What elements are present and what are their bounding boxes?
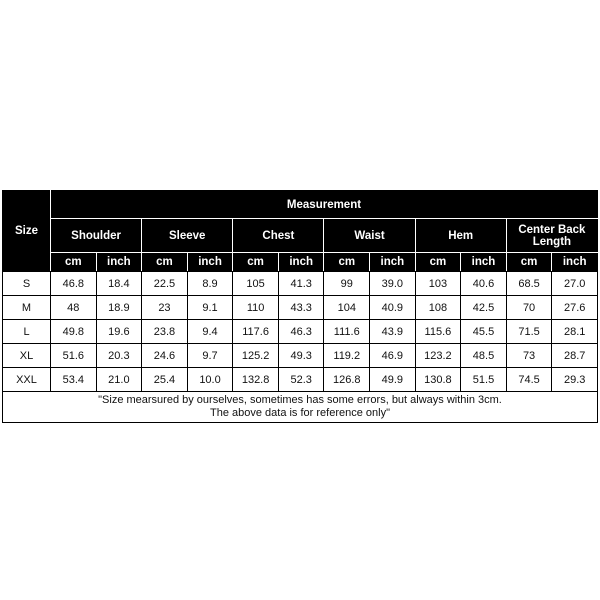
measurement-cell: 108 [415,296,461,320]
measurement-cell: 28.7 [552,344,598,368]
note-line-1: "Size mearsured by ourselves, sometimes has some errors, but always within 3cm. [98,394,502,406]
unit-inch-header: inch [370,253,416,272]
measurement-cell: 10.0 [187,368,233,392]
measurement-cell: 123.2 [415,344,461,368]
size-chart-table [2,190,598,423]
table-row [3,368,598,392]
measurement-cell: 45.5 [461,320,507,344]
note-line-2: The above data is for reference only" [209,407,390,419]
measurement-cell: 18.9 [96,296,142,320]
measurement-cell: 130.8 [415,368,461,392]
measurement-cell: 42.5 [461,296,507,320]
measurement-cell: 104 [324,296,370,320]
measurement-cell: 49.8 [51,320,97,344]
measurement-cell: 105 [233,272,279,296]
size-label: S [3,272,51,296]
measurement-cell: 27.6 [552,296,598,320]
table-row [3,272,598,296]
unit-inch-header: inch [96,253,142,272]
size-label: M [3,296,51,320]
measurement-cell: 49.9 [370,368,416,392]
unit-cm-header: cm [324,253,370,272]
measurement-cell: 74.5 [506,368,552,392]
unit-inch-header: inch [552,253,598,272]
measurement-cell: 28.1 [552,320,598,344]
measurement-cell: 132.8 [233,368,279,392]
measurement-cell: 71.5 [506,320,552,344]
measurement-cell: 9.7 [187,344,233,368]
measurement-cell: 52.3 [278,368,324,392]
size-chart-header [3,191,598,272]
sleeve-header: Sleeve [142,219,233,253]
reference-note [3,392,598,423]
measurement-cell: 18.4 [96,272,142,296]
measurement-cell: 51.6 [51,344,97,368]
measurement-cell: 46.8 [51,272,97,296]
size-label: XL [3,344,51,368]
unit-cm-header: cm [233,253,279,272]
measurement-cell: 40.6 [461,272,507,296]
size-column-header: Size [3,191,51,272]
measurement-cell: 99 [324,272,370,296]
measurement-cell: 111.6 [324,320,370,344]
measurement-cell: 22.5 [142,272,188,296]
table-row [3,320,598,344]
size-label: L [3,320,51,344]
measurement-cell: 20.3 [96,344,142,368]
waist-header: Waist [324,219,415,253]
hem-header: Hem [415,219,506,253]
measurement-cell: 51.5 [461,368,507,392]
measurement-group-header: Measurement [51,191,598,219]
measurement-cell: 49.3 [278,344,324,368]
unit-cm-header: cm [51,253,97,272]
unit-inch-header: inch [278,253,324,272]
table-row [3,296,598,320]
size-label: XXL [3,368,51,392]
measurement-cell: 9.1 [187,296,233,320]
measurement-cell: 115.6 [415,320,461,344]
measurement-cell: 43.9 [370,320,416,344]
measurement-cell: 68.5 [506,272,552,296]
unit-inch-header: inch [461,253,507,272]
measurement-cell: 8.9 [187,272,233,296]
size-chart-body [3,272,598,392]
measurement-cell: 103 [415,272,461,296]
measurement-cell: 46.9 [370,344,416,368]
measurement-cell: 21.0 [96,368,142,392]
measurement-cell: 27.0 [552,272,598,296]
unit-cm-header: cm [506,253,552,272]
measurement-cell: 25.4 [142,368,188,392]
measurement-cell: 125.2 [233,344,279,368]
measurement-cell: 110 [233,296,279,320]
measurement-cell: 46.3 [278,320,324,344]
measurement-cell: 39.0 [370,272,416,296]
measurement-cell: 48 [51,296,97,320]
measurement-cell: 23 [142,296,188,320]
measurement-cell: 73 [506,344,552,368]
table-row [3,344,598,368]
measurement-cell: 19.6 [96,320,142,344]
measurement-cell: 40.9 [370,296,416,320]
measurement-cell: 119.2 [324,344,370,368]
measurement-cell: 70 [506,296,552,320]
unit-cm-header: cm [415,253,461,272]
measurement-cell: 41.3 [278,272,324,296]
measurement-cell: 53.4 [51,368,97,392]
measurement-cell: 48.5 [461,344,507,368]
chest-header: Chest [233,219,324,253]
note-row [3,392,598,423]
unit-inch-header: inch [187,253,233,272]
measurement-cell: 23.8 [142,320,188,344]
measurement-cell: 126.8 [324,368,370,392]
measurement-cell: 29.3 [552,368,598,392]
measurement-cell: 43.3 [278,296,324,320]
measurement-cell: 24.6 [142,344,188,368]
measurement-cell: 9.4 [187,320,233,344]
unit-cm-header: cm [142,253,188,272]
shoulder-header: Shoulder [51,219,142,253]
center-back-length-header: Center Back Length [506,219,597,253]
measurement-cell: 117.6 [233,320,279,344]
